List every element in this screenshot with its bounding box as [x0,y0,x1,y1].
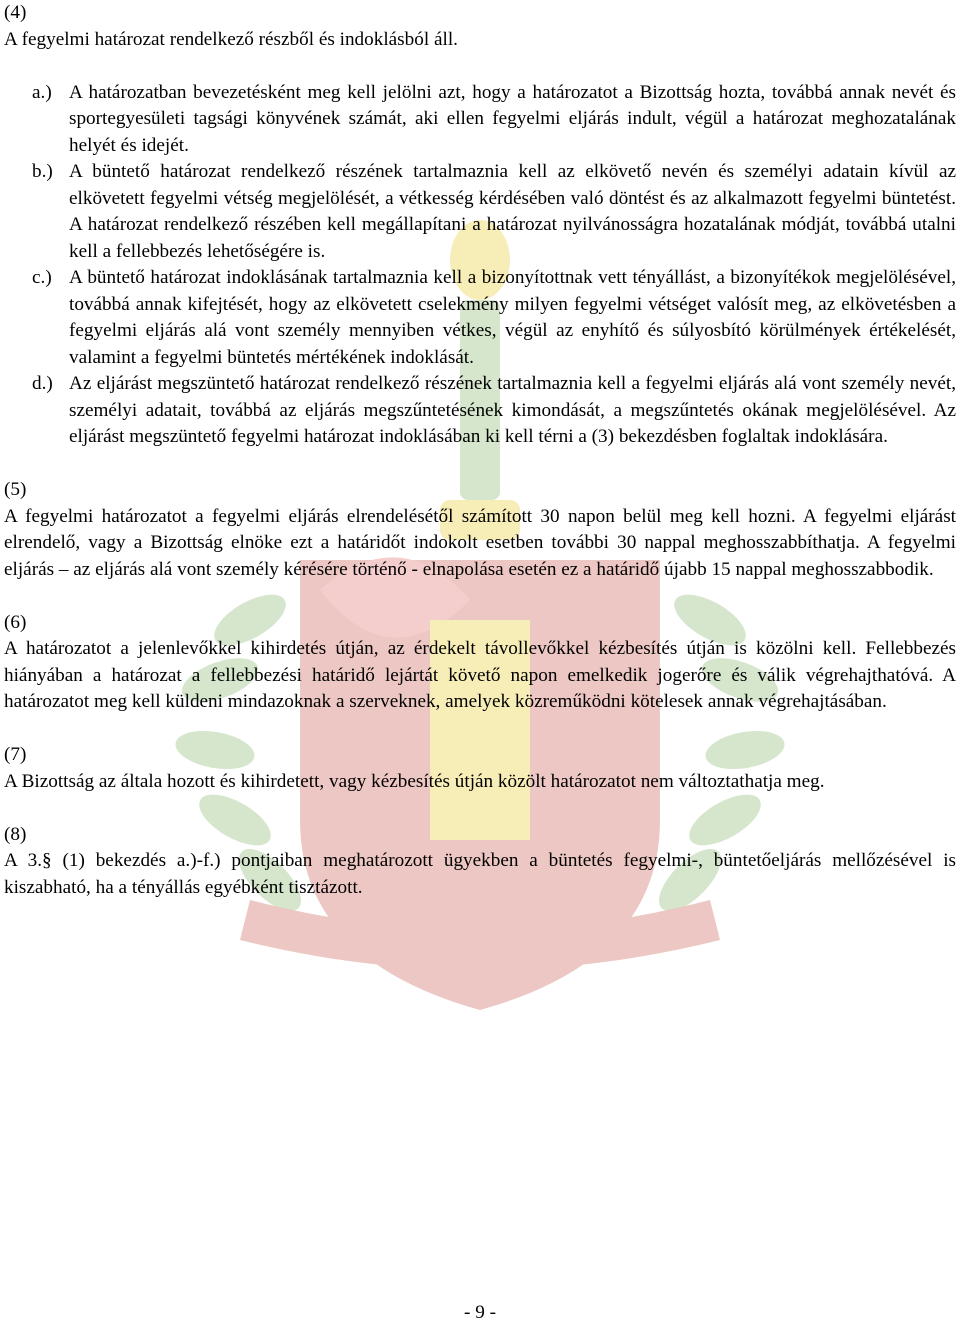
section-number: (6) [4,611,27,633]
section-number: (5) [4,479,27,500]
list-item-text: A határozatban bevezetésként meg kell jelölni azt, hogy a határozatot a Bizottság hozta, továbbá annak nevét és sportegyesületi tagsági könyvének számát, aki ellen fegyelmi eljárás indult, végül a határozat meghozatalának helyét és idejét. [69,81,956,156]
list-item-label: a.) [32,81,52,103]
section-text: A fegyelmi határozatot a fegyelmi eljárás elrendelésétől számított 30 napon belül meg kell hozni. A fegyelmi eljárást elrendelő, vagy a Bizottság elnöke ezt a határidőt indokolt esetben további 30 nappal meghosszabbíthatja. A fegyelmi eljárás – az eljárás alá vont személy kérésére történő - elnapolása esetén ez a határidő újabb 15 nappal meghosszabbodik. [4,505,956,580]
list-item-label: b.) [32,161,53,182]
list-item [4,265,956,371]
list-item [4,371,956,451]
document-body [4,0,956,901]
list-item-text: Az eljárást megszüntető határozat rendelkező részének tartalmaznia kell a fegyelmi eljárás alá vont személy nevét, személyi adatait, továbbá az eljárás megszűntetésének kimondását, a megszűntetés okának megjelölésével. Az eljárást megszüntető fegyelmi határozat indoklásában ki kell térni a (3) bekezdésben foglaltak indoklására. [69,373,956,447]
section-number: (4) [4,2,27,23]
list-item [4,159,956,265]
list-item-label: d.) [32,373,53,394]
section-text: A 3.§ (1) bekezdés a.)-f.) pontjaiban meghatározott ügyekben a büntetés fegyelmi-, büntetőeljárás mellőzésével is kiszabható, ha a tényállás egyébként tisztázott. [4,850,956,898]
list-item [4,80,956,160]
section-number: (8) [4,823,27,845]
page-number: - 9 - [464,1302,496,1323]
section-number: (7) [4,744,27,765]
section-text: A határozatot a jelenlevőkkel kihirdetés útján, az érdekelt távollevőkkel kézbesítés útján is közölni kell. Fellebbezés hiányában a határozat a fellebbezési határidő lejártát követő napon emelkedik jogerőre és válik végrehajthatóvá. A határozatot meg kell küldeni mindazoknak a szerveknek, amelyek közreműködni kötelesek annak végrehajtásában. [4,638,956,712]
section-text: A fegyelmi határozat rendelkező részből és indoklásból áll. [4,28,458,50]
list-item-label: c.) [32,267,52,288]
list-item-text: A büntető határozat indoklásának tartalmaznia kell a bizonyítottnak vett tényállást, a bizonyítékok megjelölésével, továbbá annak kifejtését, hogy az elkövetett cselekmény milyen fegyelmi vétséget valósít meg, az elkövetésben a fegyelmi eljárás alá vont személy mennyiben vétkes, végül az enyhítő és súlyosbító körülmények értékelését, valamint a fegyelmi büntetés mértékének indoklását. [69,267,956,368]
section-text: A Bizottság az általa hozott és kihirdetett, vagy kézbesítés útján közölt határozatot nem változtathatja meg. [4,770,825,792]
list-item-text: A büntető határozat rendelkező részének tartalmaznia kell az elkövető nevén és személyi adatain kívül az elkövetett fegyelmi vétség megjelölését, a vétkesség kérdésében való döntést és az alkalmazott fegyelmi büntetést. A határozat rendelkező részében kell megállapítani a határozat nyilvánosságra hozatalának módját, továbbá utalni kell a fellebbezés lehetőségére is. [69,161,956,262]
